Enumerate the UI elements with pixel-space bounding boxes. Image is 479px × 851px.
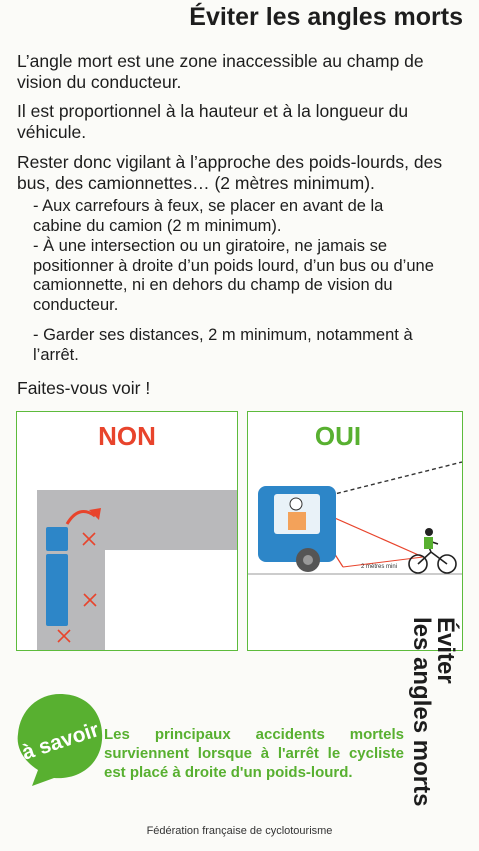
distance-label: 2 mètres mini: [361, 564, 398, 570]
oui-label: OUI: [314, 421, 362, 451]
bullet-item: - Aux carrefours à feux, se placer en avant de la cabine du camion (2 m minimum).: [33, 197, 384, 235]
side-title-line1: Éviter: [432, 617, 459, 684]
oui-illustration: [247, 411, 463, 651]
bullet-item: - À une intersection ou un giratoire, ne jamais se positionner à droite d’un poids lourd, d’un bus ou d’une camionnette, ni en dehors du champ de vision du conducteur.: [33, 237, 434, 314]
vigilance-paragraph: Rester donc vigilant à l’approche des poids-lourds, des bus, des camionnettes… (2 mètres minimum).: [17, 152, 443, 193]
truck-cab-shape: [46, 527, 68, 551]
truck-trailer-shape: [46, 554, 68, 626]
footer-credit: Fédération française de cyclotourisme: [146, 825, 333, 837]
side-title-line2: les angles morts: [408, 617, 435, 807]
badge-label: à savoir: [19, 718, 102, 765]
bullet-item: - Garder ses distances, 2 m minimum, notamment à l’arrêt.: [33, 326, 413, 364]
page-title: Éviter les angles morts: [189, 3, 463, 31]
non-label: NON: [98, 421, 156, 451]
section-subtitle: Faites-vous voir !: [17, 378, 151, 398]
non-illustration: [16, 411, 238, 651]
a-savoir-badge: [14, 690, 106, 788]
intro-paragraph: L’angle mort est une zone inaccessible au champ de vision du conducteur.: [17, 51, 424, 92]
proportion-paragraph: Il est proportionnel à la hauteur et à la longueur du véhicule.: [17, 101, 409, 142]
side-title: [409, 617, 463, 807]
non-scene: [17, 412, 237, 650]
a-savoir-text: Les principaux accidents mortels surviennent lorsque à l'arrêt le cycliste est placé à droite d'un poids-lourd.: [104, 726, 404, 781]
oui-scene: [248, 412, 462, 650]
